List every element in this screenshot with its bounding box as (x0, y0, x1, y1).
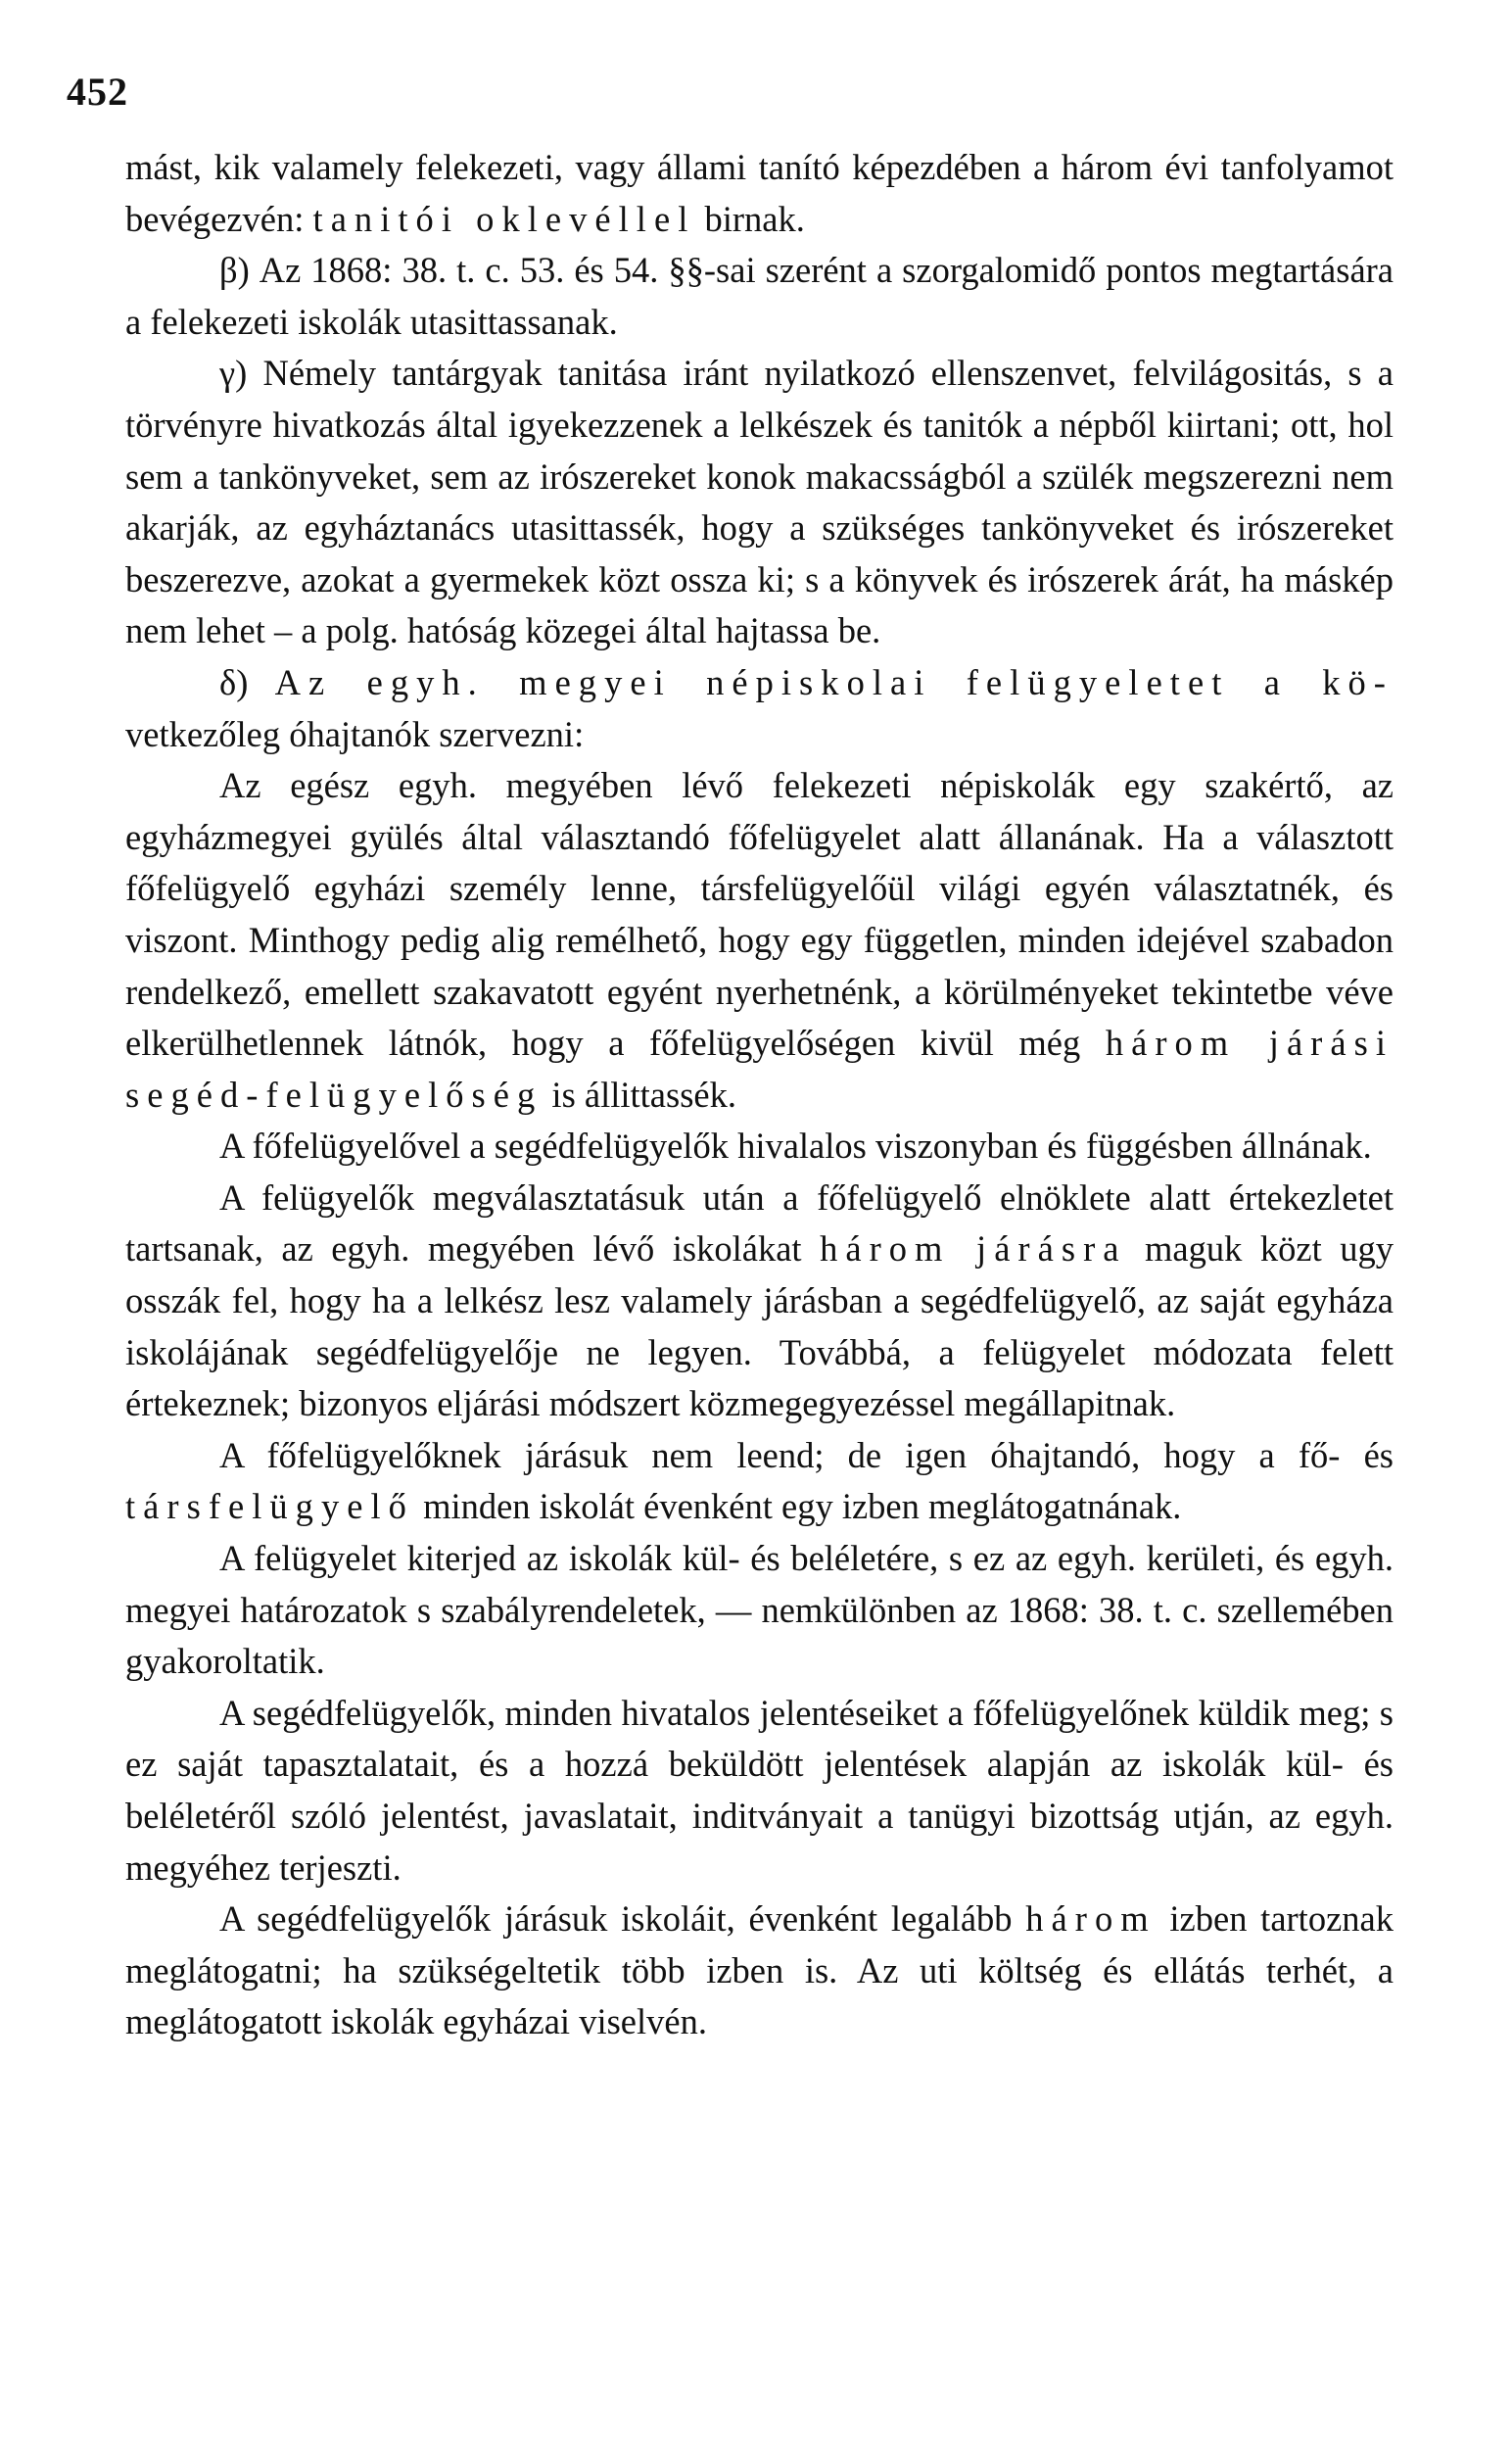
paragraph (125, 142, 1394, 245)
paragraph (125, 1688, 1394, 1894)
text-run: A főfelügyelőknek járásuk nem leend; de igen óhajtandó, hogy a fő- és (219, 1434, 1394, 1475)
paragraph (125, 1173, 1394, 1430)
text-run: vetkezőleg óhajtanók szervezni: (125, 713, 585, 754)
paragraph (125, 1894, 1394, 2048)
paragraph (125, 348, 1394, 657)
spaced-emphasis: társfelügyelő (125, 1486, 414, 1527)
page-number: 452 (67, 70, 128, 114)
text-run: γ) Némely tantárgyak tanitása iránt nyilatkozó ellenszenvet, felvilágositás, s a törvényre hivatkozás által igyekezzenek a lelkészek és tanitók a népből kiirtani; ott, hol sem a tankönyveket, sem az irószereket konok makacsságból a szülék megszerezni nem akarják, az egyháztanács utasittassék, hogy a szükséges tankönyveket és irószereket beszerezve, azokat a gyermekek közt ossza ki; s a könyvek és irószerek árát, ha máskép nem lehet – a polg. hatóság közegei által hajtassa be. (125, 353, 1394, 651)
text-run: Az egész egyh. megyében lévő felekezeti népiskolák egy szakértő, az egyházmegyei gyülés által választandó főfelügyelet alatt állanának. Ha a választott főfelügyelő egyházi személy lenne, társfelügyelőül világi egyén választatnék, és viszont. Minthogy pedig alig remélhető, hogy egy független, minden idejével szabadon rendelkező, emellett szakavatott egyént nyerhetnénk, a körülményeket tekintetbe véve elkerülhetlennek látnók, hogy a főfelügyelőségen kivül még (125, 765, 1394, 1064)
paragraph (125, 1121, 1394, 1173)
paragraph (125, 657, 1394, 760)
spaced-emphasis: tanitói oklevéllel (312, 198, 696, 239)
text-run: A főfelügyelővel a segédfelügyelők hivalalos viszonyban és függésben állnának. (219, 1126, 1372, 1167)
text-run: minden iskolát évenként egy izben meglátogatnának. (413, 1486, 1182, 1527)
paragraph (125, 245, 1394, 348)
text-run: A felügyelők megválasztatásuk után a főfelügyelő elnöklete alatt értekezletet tartsanak, az egyh. megyében lévő iskolákat (125, 1176, 1394, 1270)
paragraph (125, 1533, 1394, 1688)
text-run: A segédfelügyelők, minden hivatalos jelentéseiket a főfelügyelőnek küldik meg; s ez saját tapasztalatait, és a hozzá beküldött jelentések alapján az iskolák kül- és beléletéről szóló jelentést, javaslatait, inditványait a tanügyi bizottság utján, az egyh. megyéhez terjeszti. (125, 1692, 1394, 1888)
spaced-emphasis: három járásra (820, 1228, 1127, 1270)
text-run: maguk közt ugy osszák fel, hogy ha a lelkész lesz valamely járásban a segédfelügyelő, az saját egyháza iskolájának segédfelügyelője ne legyen. Továbbá, a felügyelet módozata felett értekeznek; bizonyos eljárási módszert közmegegyezéssel megállapitnak. (125, 1228, 1394, 1424)
text-run: A segédfelügyelők járásuk iskoláit, évenként legalább (219, 1898, 1026, 1940)
text-run: δ) (219, 661, 275, 702)
spaced-emphasis: három (1025, 1898, 1157, 1940)
text-run: A felügyelet kiterjed az iskolák kül- és beléletére, s ez az egyh. kerületi, és egyh. megyei határozatok s szabályrendeletek, — nemkülönben az 1868: 38. t. c. szellemében gyakoroltatik. (125, 1538, 1394, 1682)
spaced-emphasis: Az egyh. megyei népiskolai felügyeletet a kö- (274, 661, 1394, 702)
text-run: mást, kik valamely felekezeti, vagy állami tanító képezdében a három évi tanfolyamot bevégezvén: (125, 147, 1394, 239)
spaced-emphasis: három járási segéd-felügyelőség (125, 1023, 1394, 1115)
body-text (125, 142, 1394, 2048)
text-run: β) Az 1868: 38. t. c. 53. és 54. §§-sai szerént a szorgalomidő pontos megtartására a felekezeti iskolák utasittassanak. (125, 250, 1394, 342)
text-run: izben tartoznak meglátogatni; ha szükségeltetik több izben is. Az uti költség és ellátás terhét, a meglátogatott iskolák egyházai viselvén. (125, 1898, 1394, 2042)
paragraph (125, 1430, 1394, 1533)
text-run: is állittassék. (543, 1074, 736, 1115)
text-run: birnak. (695, 198, 805, 239)
paragraph (125, 760, 1394, 1121)
